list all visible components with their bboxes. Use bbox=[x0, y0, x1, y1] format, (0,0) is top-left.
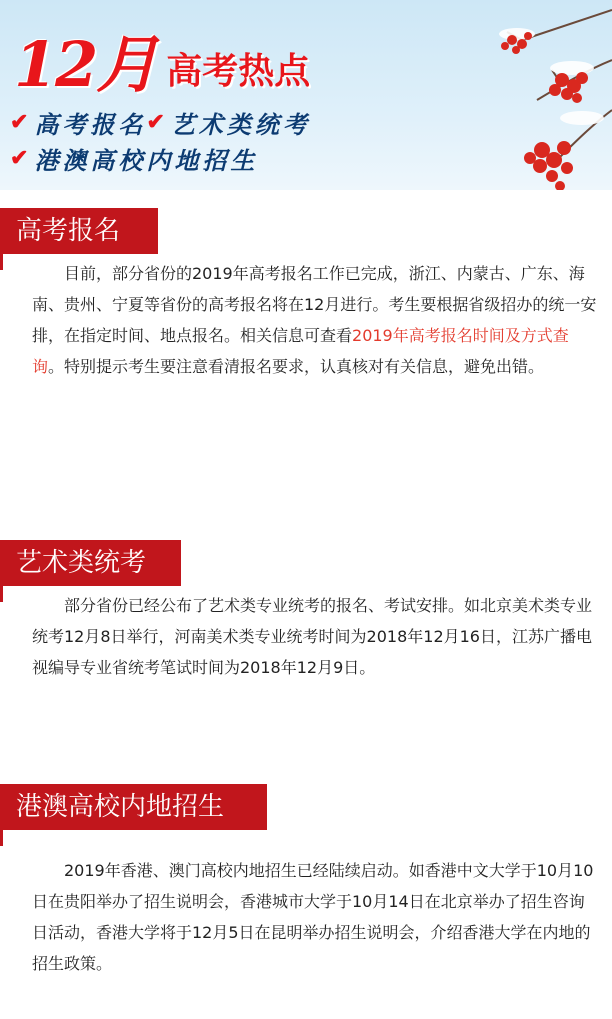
tag-label: 艺术类统考 bbox=[170, 109, 311, 139]
section-paragraph-registration bbox=[32, 258, 598, 382]
tag-registration[interactable] bbox=[10, 105, 146, 140]
paragraph-text: 。特别提示考生要注意看清报名要求，认真核对有关信息，避免出错。 bbox=[48, 357, 545, 376]
section-heading-hk-macau bbox=[0, 784, 267, 830]
section-heading-art-exam bbox=[0, 540, 181, 586]
paragraph-text: 2019年香港、澳门高校内地招生已经陆续启动。如香港中文大学于10月10日在贵阳举办了招生说明会，香港城市大学于10月14日在北京举办了招生咨询日活动，香港大学将于12月5日在昆明举办招生说明会，介绍香港大学在内地的招生政策。 bbox=[32, 861, 594, 973]
section-title: 艺术类统考 bbox=[16, 548, 147, 578]
section-paragraph-hk-macau bbox=[32, 855, 598, 979]
section-rule bbox=[0, 208, 3, 270]
section-paragraph-art-exam bbox=[32, 590, 598, 683]
winter-berries-icon bbox=[412, 0, 612, 190]
paragraph-text: 部分省份已经公布了艺术类专业统考的报名、考试安排。如北京美术类专业统考12月8日举行，河南美术类专业统考时间为2018年12月16日，江苏广播电视编导专业省统考笔试时间为2018年12月9日。 bbox=[32, 596, 593, 677]
hot-topics-heading: 高考热点 bbox=[166, 51, 311, 92]
paragraph-text: 目前，部分省份的2019年高考报名工作已完成，浙江、内蒙古、广东、海南、贵州、宁夏等省份的高考报名将在12月进行。考生要根据省级招办的统一安排，在指定时间、地点报名。相关信息可查看 bbox=[32, 264, 597, 345]
header-banner bbox=[0, 0, 612, 190]
check-icon: ✔ bbox=[10, 109, 33, 135]
section-rule bbox=[0, 540, 3, 602]
tag-line-2 bbox=[10, 140, 311, 176]
section-title: 高考报名 bbox=[16, 216, 121, 246]
check-icon: ✔ bbox=[10, 145, 33, 171]
topic-tags bbox=[10, 104, 311, 176]
tag-label: 港澳高校内地招生 bbox=[34, 145, 259, 175]
section-heading-registration bbox=[0, 208, 158, 254]
month-heading: 12月 bbox=[14, 28, 157, 101]
registration-query-link[interactable]: 2019年高考报名时间及方式查询 bbox=[32, 326, 569, 376]
section-title: 港澳高校内地招生 bbox=[16, 792, 225, 822]
check-icon: ✔ bbox=[146, 109, 169, 135]
banner-title bbox=[14, 6, 311, 101]
tag-line-1 bbox=[10, 104, 311, 140]
tag-art-exam[interactable] bbox=[146, 105, 310, 140]
section-rule bbox=[0, 784, 3, 846]
tag-hk-macau[interactable] bbox=[10, 141, 258, 176]
tag-label: 高考报名 bbox=[34, 109, 147, 139]
